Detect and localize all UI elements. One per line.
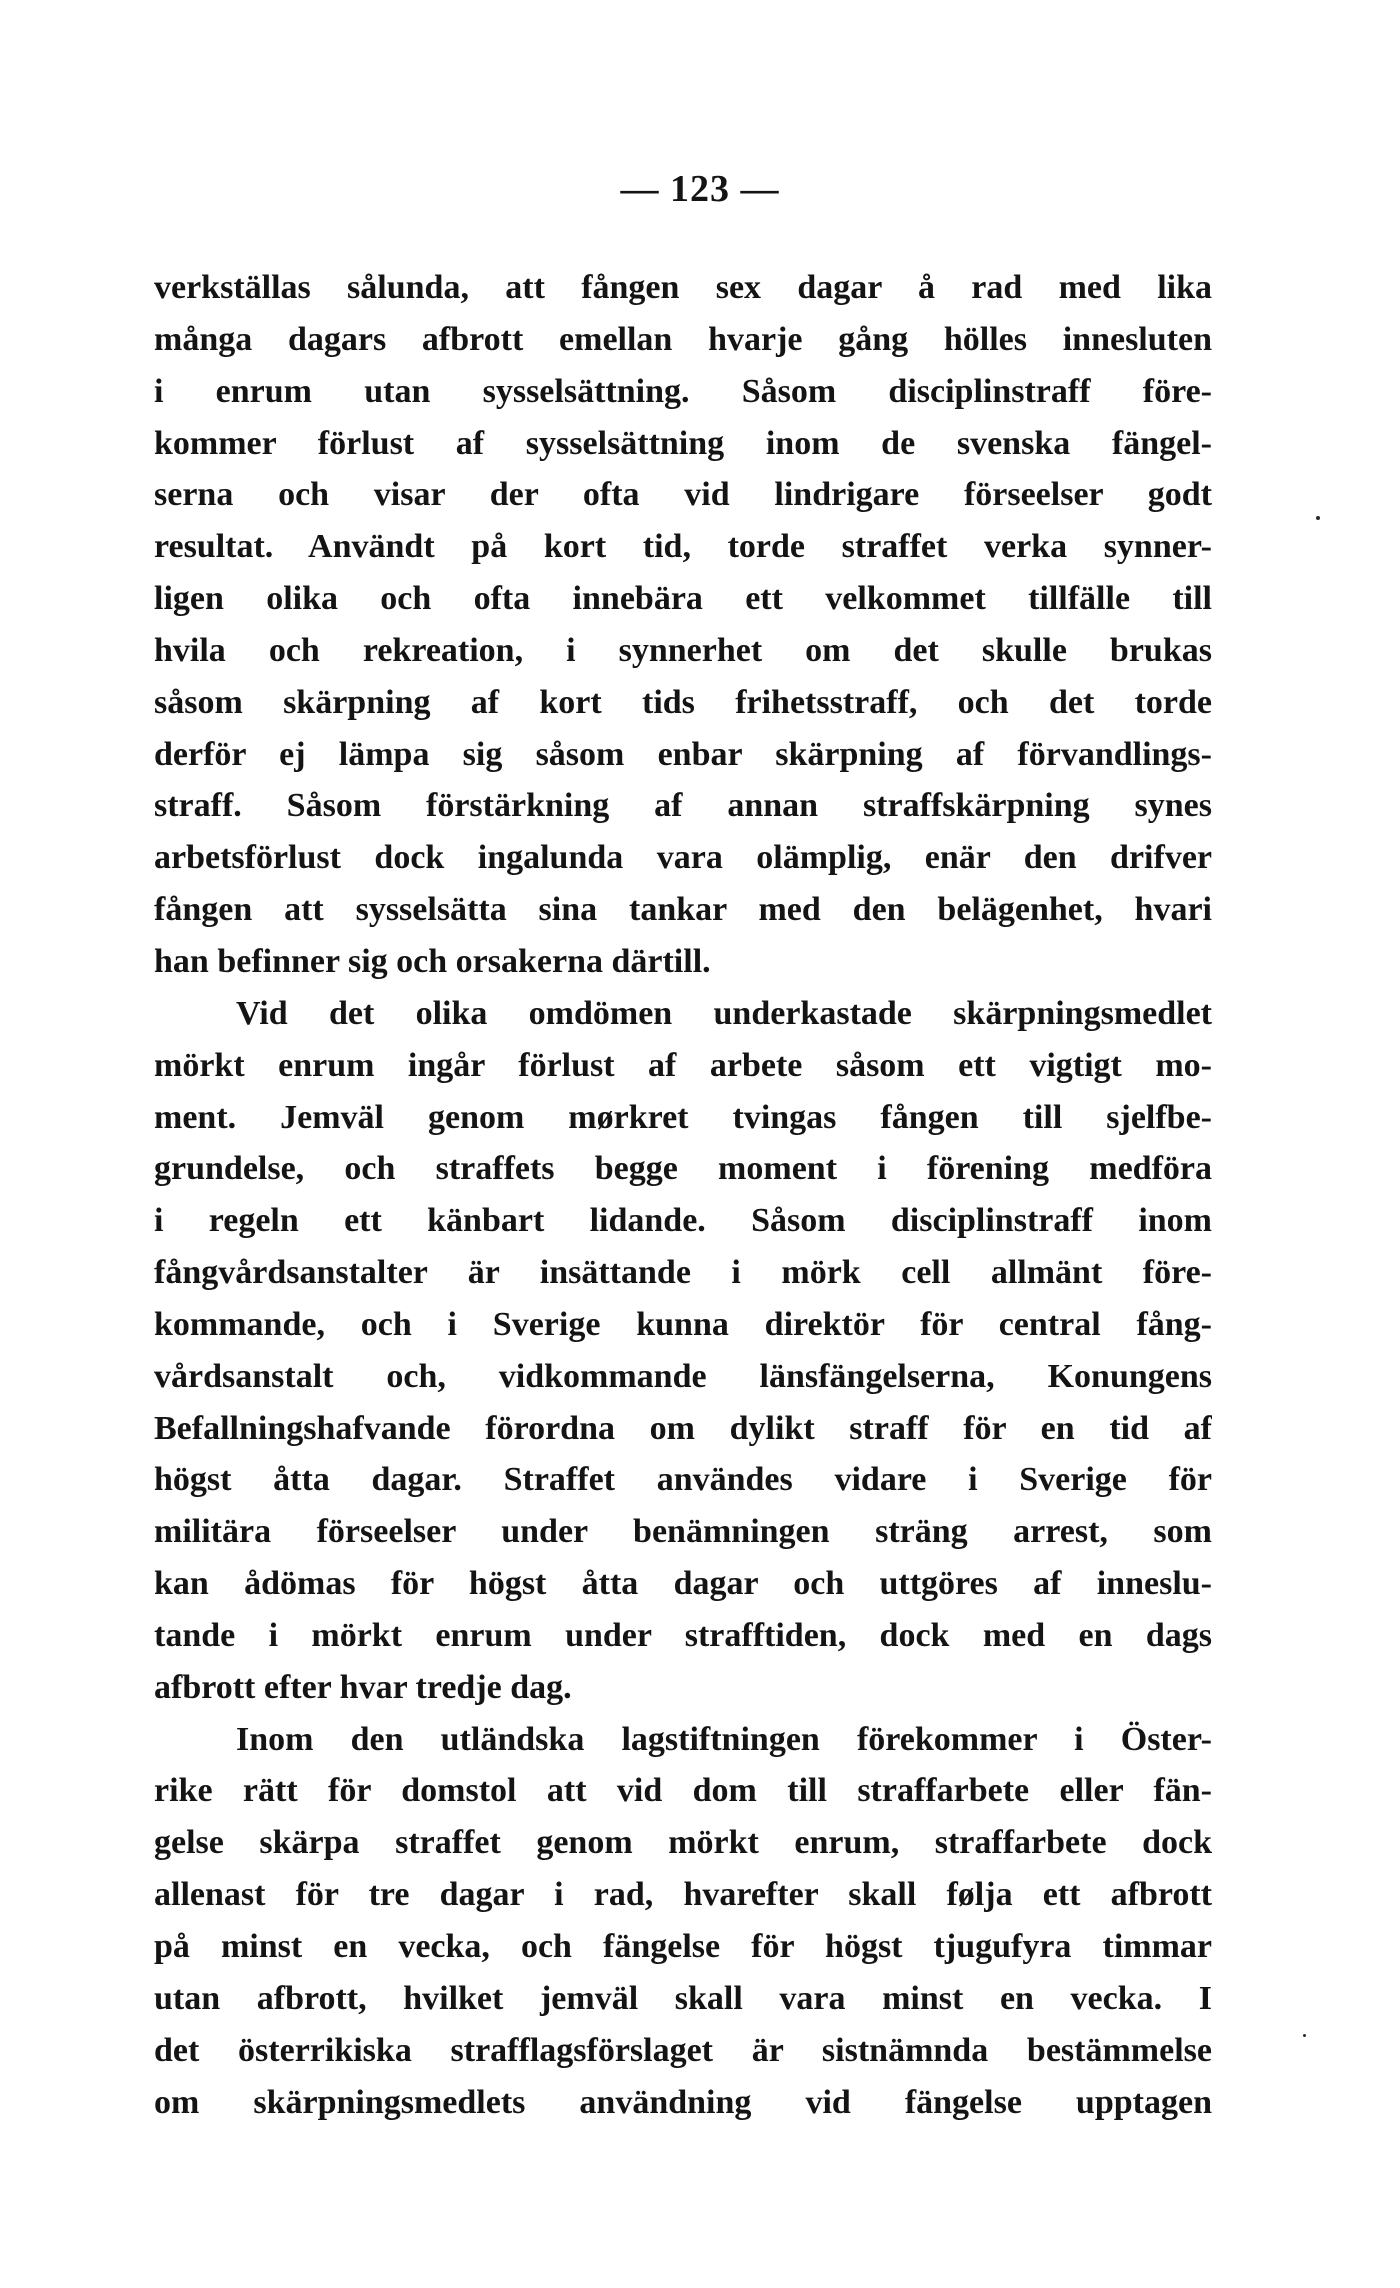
paragraph-end-line: han befinner sig och orsakerna därtill. bbox=[154, 942, 711, 980]
text-line: kan ådömas för högst åtta dagar och uttgöres af inneslu- bbox=[154, 1565, 1212, 1603]
body-text bbox=[154, 262, 1212, 2128]
paragraph-start-line: Vid det olika omdömen underkastade skärpningsmedlet bbox=[236, 994, 1212, 1032]
text-line: straff. Såsom förstärkning af annan straffskärpning synes bbox=[154, 787, 1212, 825]
text-line: ment. Jemväl genom mørkret tvingas fången till sjelfbe- bbox=[154, 1098, 1212, 1136]
text-line: högst åtta dagar. Straffet användes vidare i Sverige för bbox=[154, 1461, 1212, 1499]
text-line: grundelse, och straffets begge moment i förening medföra bbox=[154, 1150, 1212, 1188]
text-line: allenast för tre dagar i rad, hvarefter skall følja ett afbrott bbox=[154, 1876, 1212, 1914]
scan-speck bbox=[1303, 2034, 1306, 2037]
text-line: gelse skärpa straffet genom mörkt enrum, straffarbete dock bbox=[154, 1824, 1212, 1862]
text-line: i enrum utan sysselsättning. Såsom disciplinstraff före- bbox=[154, 372, 1212, 410]
text-line: militära förseelser under benämningen sträng arrest, som bbox=[154, 1513, 1212, 1551]
text-line: utan afbrott, hvilket jemväl skall vara minst en vecka. I bbox=[154, 1979, 1212, 2017]
text-line: mörkt enrum ingår förlust af arbete såsom ett vigtigt mo- bbox=[154, 1046, 1212, 1084]
text-line: vårdsanstalt och, vidkommande länsfängelserna, Konungens bbox=[154, 1357, 1212, 1395]
text-line: rike rätt för domstol att vid dom till straffarbete eller fän- bbox=[154, 1772, 1212, 1810]
text-line: derför ej lämpa sig såsom enbar skärpning af förvandlings- bbox=[154, 735, 1212, 773]
text-line: resultat. Användt på kort tid, torde straffet verka synner- bbox=[154, 528, 1212, 566]
text-line: många dagars afbrott emellan hvarje gång hölles innesluten bbox=[154, 320, 1212, 358]
text-line: såsom skärpning af kort tids frihetsstraff, och det torde bbox=[154, 683, 1212, 721]
text-line: tande i mörkt enrum under strafftiden, dock med en dags bbox=[154, 1616, 1212, 1654]
text-line: arbetsförlust dock ingalunda vara olämplig, enär den drifver bbox=[154, 839, 1212, 877]
text-line: fången att sysselsätta sina tankar med den belägenhet, hvari bbox=[154, 891, 1212, 929]
paragraph-start-line: Inom den utländska lagstiftningen förekommer i Öster- bbox=[236, 1720, 1212, 1758]
text-line: Befallningshafvande förordna om dylikt straff för en tid af bbox=[154, 1409, 1212, 1447]
text-line: fångvårdsanstalter är insättande i mörk cell allmänt före- bbox=[154, 1254, 1212, 1292]
text-line: hvila och rekreation, i synnerhet om det skulle brukas bbox=[154, 631, 1212, 669]
text-line: på minst en vecka, och fängelse för högst tjugufyra timmar bbox=[154, 1928, 1212, 1965]
scan-speck bbox=[1316, 516, 1320, 520]
text-line: det österrikiska strafflagsförslaget är sistnämnda bestämmelse bbox=[154, 2031, 1212, 2069]
text-line: kommer förlust af sysselsättning inom de svenska fängel- bbox=[154, 424, 1212, 462]
text-line: serna och visar der ofta vid lindrigare förseelser godt bbox=[154, 476, 1212, 514]
text-line: ligen olika och ofta innebära ett velkommet tillfälle till bbox=[154, 580, 1212, 618]
paragraph-end-line: afbrott efter hvar tredje dag. bbox=[154, 1668, 572, 1706]
text-line: kommande, och i Sverige kunna direktör för central fång- bbox=[154, 1305, 1212, 1343]
text-line: i regeln ett känbart lidande. Såsom disciplinstraff inom bbox=[154, 1202, 1212, 1240]
text-line: om skärpningsmedlets användning vid fängelse upptagen bbox=[154, 2083, 1212, 2121]
page-number: — 123 — bbox=[620, 168, 780, 210]
text-line: verkställas sålunda, att fången sex dagar å rad med lika bbox=[154, 269, 1212, 306]
